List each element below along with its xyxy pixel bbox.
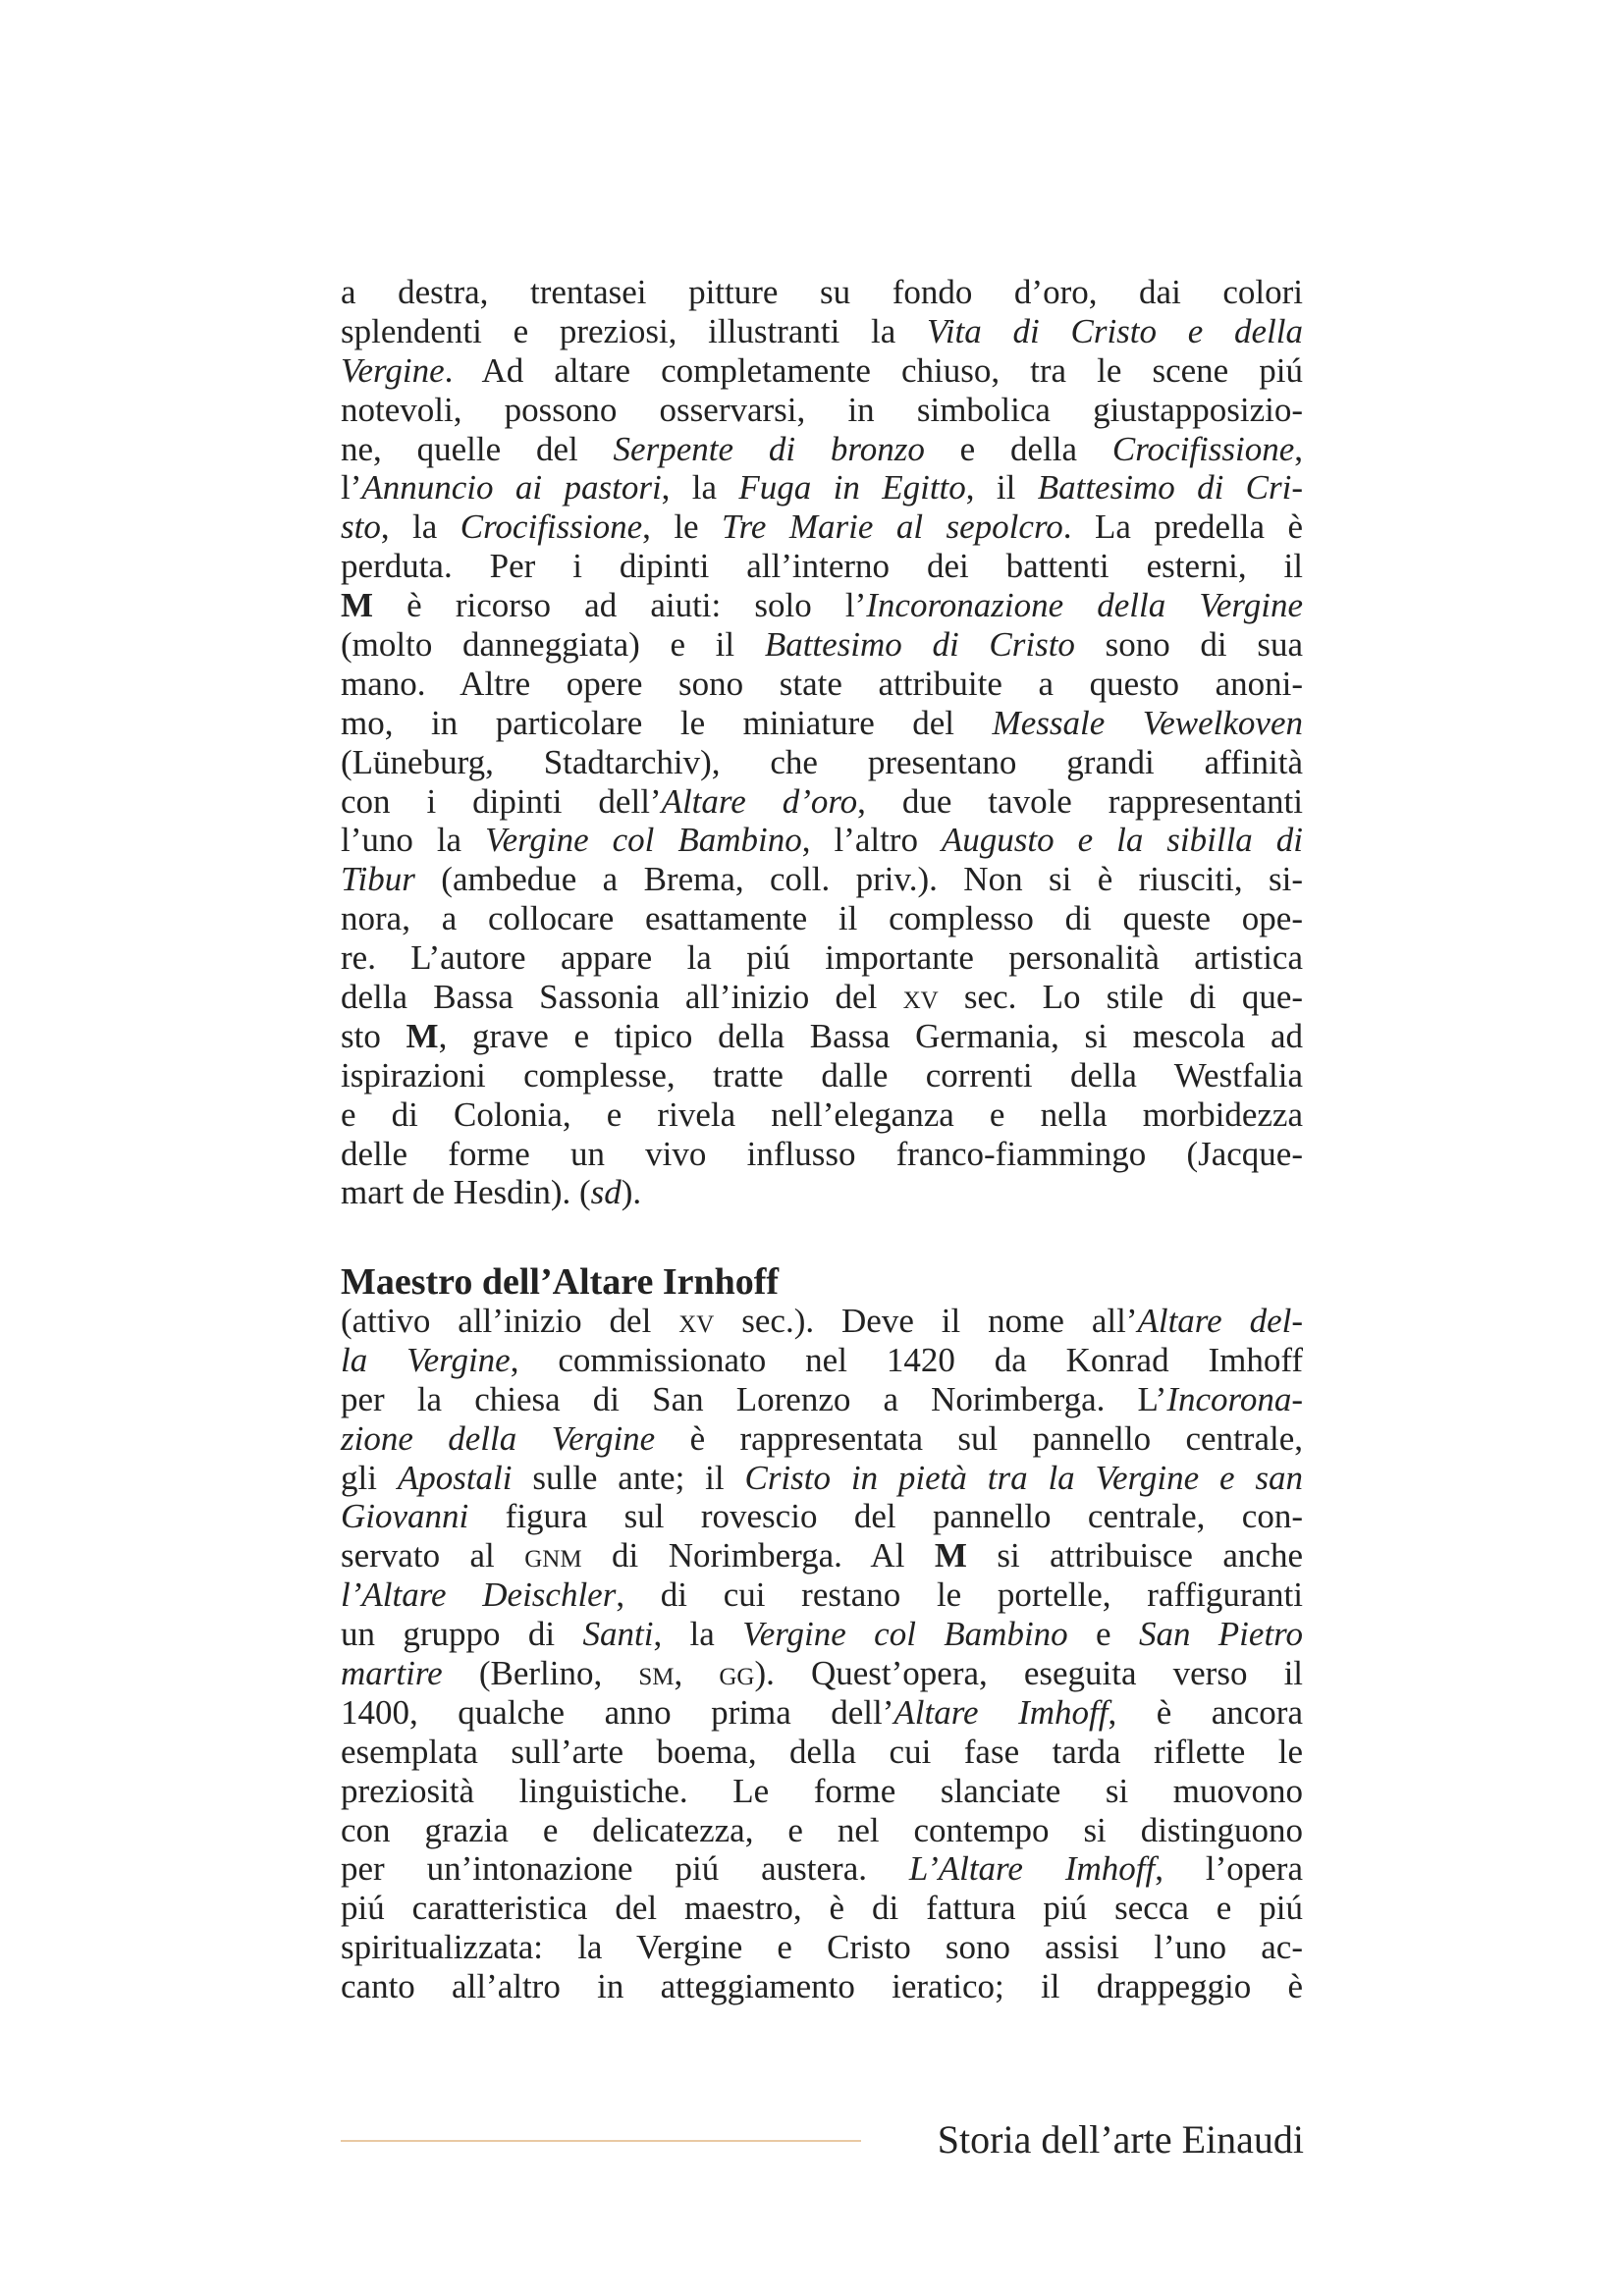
text-line: [341, 1967, 1303, 2006]
text-run: (ambedue a Brema, coll. priv.). Non si è riusciti, si-: [414, 860, 1303, 899]
text-run: Vergine col Bambino: [485, 821, 802, 860]
text-run: , commissionato nel 1420 da Konrad Imhoff: [510, 1340, 1304, 1379]
text-run: , le: [642, 507, 723, 547]
text-run: Battesimo di Cri-: [1037, 468, 1303, 507]
text-line: [341, 821, 1303, 860]
text-run: martire: [341, 1654, 443, 1693]
text-line: [341, 1849, 1303, 1889]
text-line: [341, 1135, 1303, 1174]
text-run: Annuncio ai pastori: [361, 468, 662, 507]
text-line: [341, 351, 1303, 391]
text-run: Santi: [582, 1615, 654, 1654]
text-run: gg: [719, 1654, 755, 1693]
text-run: mano. Altre opere sono state attribuite a questo anoni-: [341, 664, 1303, 703]
text-run: splendenti e preziosi, illustranti la: [341, 311, 928, 350]
text-run: Apostali: [397, 1458, 513, 1497]
text-run: Vita di Cristo e della: [927, 311, 1303, 350]
text-line: [341, 1772, 1303, 1811]
text-run: l’: [341, 468, 362, 507]
text-run: Altare d’oro: [661, 781, 858, 821]
text-run: di Norimberga. Al: [581, 1536, 935, 1575]
text-run: un gruppo di: [341, 1615, 583, 1654]
text-run: sono di sua: [1074, 625, 1303, 665]
text-run: Serpente di bronzo: [613, 429, 925, 468]
text-line: [341, 665, 1303, 704]
text-run: per la chiesa di San Lorenzo a Norimberga. L’: [341, 1379, 1167, 1418]
text-line: [341, 273, 1303, 312]
text-line: [341, 430, 1303, 469]
text-line: [341, 1693, 1303, 1733]
text-run: canto all’altro in atteggiamento ieratico; il drappeggio è: [341, 1967, 1303, 2006]
text-run: figura sul rovescio del pannello centrale, con-: [468, 1497, 1303, 1536]
text-run: M: [341, 586, 374, 625]
text-run: , la: [653, 1615, 743, 1654]
text-line: [341, 312, 1303, 351]
text-run: (Berlino,: [442, 1654, 639, 1693]
text-run: ,: [674, 1654, 720, 1693]
text-line: [341, 586, 1303, 625]
text-run: Crocifissione: [1111, 429, 1295, 468]
text-run: sd: [590, 1173, 622, 1212]
text-run: (molto danneggiata) e il: [341, 625, 765, 665]
text-line: [341, 1341, 1303, 1380]
text-line: [341, 507, 1303, 547]
text-run: sec.). Deve il nome all’: [714, 1302, 1138, 1340]
text-run: Incorona-: [1166, 1379, 1303, 1418]
text-run: con grazia e delicatezza, e nel contempo si distinguono: [341, 1810, 1303, 1849]
text-line: [341, 1733, 1303, 1772]
text-run: della Bassa Sassonia all’inizio del: [341, 978, 903, 1017]
text-run: sulle ante; il: [512, 1458, 745, 1497]
text-line: [341, 1497, 1303, 1536]
footer-publisher-label: Storia dell’arte Einaudi: [937, 2117, 1304, 2162]
text-line: [341, 1380, 1303, 1419]
text-run: 1400, qualche anno prima dell’: [341, 1692, 894, 1732]
text-run: ispirazioni complesse, tratte dalle correnti della Westfalia: [341, 1055, 1303, 1095]
text-run: sec. Lo stile di que-: [938, 978, 1304, 1017]
text-run: zione della Vergine: [341, 1418, 656, 1458]
text-line: [341, 782, 1303, 822]
text-run: nora, a collocare esattamente il complesso di queste ope-: [341, 899, 1303, 938]
text-run: L’Altare Imhoff: [908, 1849, 1156, 1889]
text-run: sto: [341, 1016, 406, 1055]
text-run: Tre Marie al sepolcro: [722, 507, 1063, 547]
text-run: piú caratteristica del maestro, è di fattura piú secca e piú: [341, 1889, 1303, 1928]
text-run: la Vergine: [341, 1340, 511, 1379]
text-run: a destra, trentasei pitture su fondo d’oro, dai colori: [341, 273, 1303, 311]
text-line: [341, 938, 1303, 978]
text-run: , di cui restano le portelle, raffiguranti: [616, 1575, 1303, 1615]
text-run: xv: [678, 1302, 715, 1340]
entry-body-text: [341, 1302, 1303, 2006]
text-run: notevoli, possono osservarsi, in simbolica giustapposizio-: [341, 390, 1303, 429]
text-run: servato al: [341, 1536, 525, 1575]
text-run: Incoronazione della Vergine: [866, 586, 1303, 625]
text-run: sm: [638, 1654, 675, 1693]
text-line: [341, 468, 1303, 507]
text-run: , grave e tipico della Bassa Germania, si mescola ad: [438, 1016, 1303, 1055]
text-run: Augusto e la sibilla di: [941, 821, 1303, 860]
footer-rule: [341, 2140, 861, 2142]
text-line: [341, 743, 1303, 782]
text-run: spiritualizzata: la Vergine e Cristo sono assisi l’uno ac-: [341, 1928, 1303, 1967]
text-run: gli: [341, 1458, 398, 1497]
text-run: l’uno la: [341, 821, 486, 860]
text-run: gnm: [524, 1536, 582, 1575]
text-run: e: [1067, 1615, 1139, 1654]
text-line: [341, 391, 1303, 430]
text-run: ). Quest’opera, eseguita verso il: [754, 1654, 1304, 1693]
text-run: per un’intonazione piú austera.: [341, 1849, 909, 1889]
text-run: Messale Vewelkoven: [992, 703, 1303, 742]
text-run: e della: [924, 429, 1112, 468]
text-run: Cristo in pietà tra la Vergine e san: [744, 1458, 1303, 1497]
text-line: [341, 899, 1303, 938]
text-run: l’Altare Deischler: [341, 1575, 617, 1615]
text-run: , la: [380, 507, 460, 547]
text-run: Crocifissione: [460, 507, 643, 547]
text-line: [341, 1615, 1303, 1654]
text-run: ).: [621, 1173, 642, 1212]
text-run: , la: [661, 468, 739, 507]
text-run: xv: [902, 978, 939, 1017]
text-run: mo, in particolare le miniature del: [341, 703, 993, 742]
text-run: , l’opera: [1155, 1849, 1303, 1889]
text-run: è ricorso ad aiuti: solo l’: [373, 586, 867, 625]
text-run: Vergine: [341, 350, 445, 390]
text-run: re. L’autore appare la piú importante personalità artistica: [341, 938, 1303, 978]
text-run: . La predella è: [1062, 507, 1304, 547]
text-run: e di Colonia, e rivela nell’eleganza e nella morbidezza: [341, 1095, 1303, 1134]
text-run: preziosità linguistiche. Le forme slanciate si muovono: [341, 1771, 1303, 1810]
text-line: [341, 860, 1303, 899]
text-line: [341, 547, 1303, 586]
text-line: [341, 1173, 1303, 1212]
text-run: è rappresentata sul pannello centrale,: [655, 1418, 1303, 1458]
text-line: [341, 1419, 1303, 1459]
text-line: [341, 1459, 1303, 1498]
text-line: [341, 978, 1303, 1017]
text-run: Battesimo di Cristo: [764, 625, 1075, 665]
text-line: [341, 704, 1303, 743]
text-run: Tibur: [341, 860, 415, 899]
text-run: ,: [1294, 429, 1303, 468]
text-run: mart de Hesdin). (: [341, 1173, 591, 1212]
text-run: , l’altro: [801, 821, 942, 860]
text-run: si attribuisce anche: [966, 1536, 1304, 1575]
text-run: Vergine col Bambino: [742, 1615, 1068, 1654]
text-run: , il: [965, 468, 1038, 507]
entry-continuation-text: [341, 273, 1303, 1212]
text-run: perduta. Per i dipinti all’interno dei battenti esterni, il: [341, 547, 1303, 586]
text-run: Giovanni: [341, 1497, 469, 1536]
text-run: San Pietro: [1138, 1615, 1303, 1654]
text-line: [341, 625, 1303, 665]
text-run: M: [934, 1536, 967, 1575]
text-line: [341, 1889, 1303, 1928]
text-line: [341, 1056, 1303, 1095]
text-run: (Lüneburg, Stadtarchiv), che presentano grandi affinità: [341, 742, 1303, 781]
text-run: sto: [341, 507, 381, 547]
text-line: [341, 1095, 1303, 1135]
text-line: [341, 1811, 1303, 1850]
text-run: . Ad altare completamente chiuso, tra le scene piú: [444, 350, 1303, 390]
text-line: [341, 1575, 1303, 1615]
text-run: Altare Imhoff: [893, 1692, 1109, 1732]
text-run: esemplata sull’arte boema, della cui fase tarda riflette le: [341, 1732, 1303, 1771]
text-run: Fuga in Egitto: [738, 468, 966, 507]
text-line: [341, 1302, 1303, 1341]
text-run: ne, quelle del: [341, 429, 614, 468]
text-line: [341, 1928, 1303, 1967]
text-run: (attivo all’inizio del: [341, 1302, 679, 1340]
text-run: Altare del-: [1137, 1302, 1304, 1340]
entry-heading: Maestro dell’Altare Irnhoff: [341, 1261, 780, 1303]
text-run: , due tavole rappresentanti: [857, 781, 1303, 821]
text-run: delle forme un vivo influsso franco-fiammingo (Jacque-: [341, 1134, 1303, 1173]
text-line: [341, 1017, 1303, 1056]
text-run: M: [406, 1016, 439, 1055]
text-line: [341, 1654, 1303, 1693]
text-run: con i dipinti dell’: [341, 781, 662, 821]
text-line: [341, 1536, 1303, 1575]
text-run: , è ancora: [1108, 1692, 1303, 1732]
